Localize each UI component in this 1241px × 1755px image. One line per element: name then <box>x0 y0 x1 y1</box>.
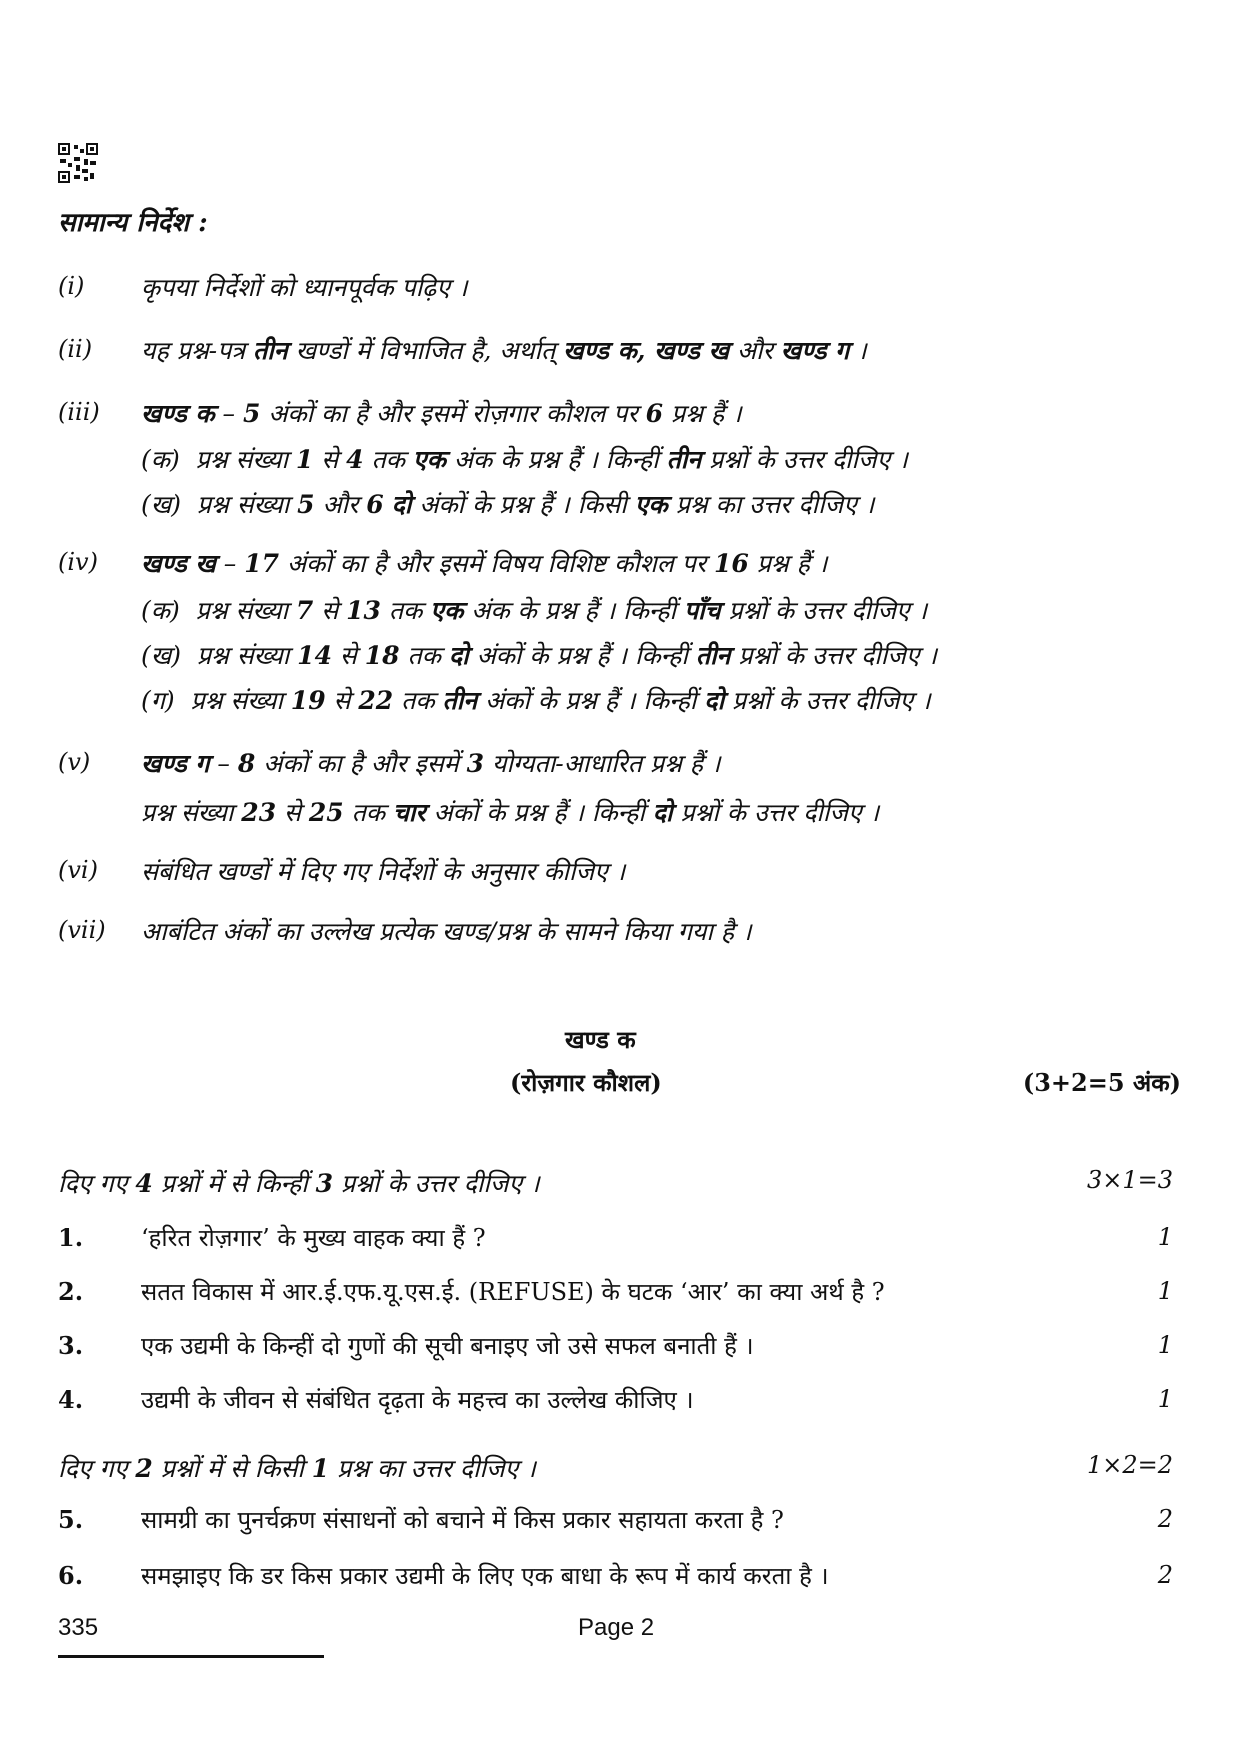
page-number: Page 2 <box>578 1614 655 1641</box>
question-number: 3. <box>58 1331 84 1360</box>
instruction-number: (iii) <box>58 398 100 426</box>
question-marks: 1 <box>1157 1277 1173 1305</box>
instruction-4-sub-a: (क) प्रश्न संख्या 7 से 13 तक एक अंक के प्रश्न हैं । किन्हीं पाँच प्रश्नों के उत्तर दीजिए । <box>141 596 928 625</box>
question-marks: 1 <box>1157 1223 1173 1251</box>
instruction-number: (v) <box>58 748 91 776</box>
group-1-marks: 3×1=3 <box>1086 1166 1173 1194</box>
question-marks: 2 <box>1157 1505 1173 1533</box>
instruction-4-sub-b: (ख) प्रश्न संख्या 14 से 18 तक दो अंकों के प्रश्न हैं । किन्हीं तीन प्रश्नों के उत्तर दीजिए । <box>141 641 938 670</box>
section-a-title: खण्ड क <box>565 1025 636 1054</box>
instruction-number: (ii) <box>58 335 93 363</box>
question-text: एक उद्यमी के किन्हीं दो गुणों की सूची बनाइए जो उसे सफल बनाती हैं । <box>141 1332 754 1360</box>
question-text: समझाइए कि डर किस प्रकार उद्यमी के लिए एक बाधा के रूप में कार्य करता है । <box>141 1562 829 1590</box>
instruction-3-sub-b: (ख) प्रश्न संख्या 5 और 6 दो अंकों के प्रश्न हैं । किसी एक प्रश्न का उत्तर दीजिए । <box>141 490 875 519</box>
instruction-1: कृपया निर्देशों को ध्यानपूर्वक पढ़िए । <box>141 273 468 302</box>
section-a-total-marks: (3+2=5 अंक) <box>1022 1068 1181 1097</box>
question-number: 1. <box>58 1223 84 1252</box>
instruction-4-sub-c: (ग) प्रश्न संख्या 19 से 22 तक तीन अंकों के प्रश्न हैं । किन्हीं दो प्रश्नों के उत्तर दीजिए । <box>141 686 931 715</box>
group-2-marks: 1×2=2 <box>1086 1451 1173 1479</box>
instruction-number: (vi) <box>58 856 98 884</box>
group-2-instruction: दिए गए 2 प्रश्नों में से किसी 1 प्रश्न का उत्तर दीजिए । <box>58 1454 536 1483</box>
instruction-3: खण्ड क – 5 अंकों का है और इसमें रोज़गार कौशल पर 6 प्रश्न हैं । <box>141 399 742 428</box>
question-text: सामग्री का पुनर्चक्रण संसाधनों को बचाने में किस प्रकार सहायता करता है ? <box>141 1506 784 1534</box>
instruction-5-line-2: प्रश्न संख्या 23 से 25 तक चार अंकों के प्रश्न हैं । किन्हीं दो प्रश्नों के उत्तर दीजिए । <box>141 798 880 827</box>
footer-rule <box>58 1655 324 1658</box>
instruction-number: (vii) <box>58 916 106 944</box>
group-1-instruction: दिए गए 4 प्रश्नों में से किन्हीं 3 प्रश्नों के उत्तर दीजिए । <box>58 1169 540 1198</box>
instruction-2: यह प्रश्न-पत्र तीन खण्डों में विभाजित है, अर्थात् खण्ड क, खण्ड ख और खण्ड ग । <box>141 336 867 365</box>
qr-code-icon <box>58 143 98 183</box>
question-number: 6. <box>58 1561 84 1590</box>
question-number: 4. <box>58 1385 84 1414</box>
question-text: उद्यमी के जीवन से संबंधित दृढ़ता के महत्त्व का उल्लेख कीजिए । <box>141 1386 694 1414</box>
question-number: 2. <box>58 1277 84 1306</box>
question-text: ‘हरित रोज़गार’ के मुख्य वाहक क्या हैं ? <box>141 1224 486 1252</box>
instruction-4: खण्ड ख – 17 अंकों का है और इसमें विषय विशिष्ट कौशल पर 16 प्रश्न हैं । <box>141 549 828 578</box>
instruction-3-sub-a: (क) प्रश्न संख्या 1 से 4 तक एक अंक के प्रश्न हैं । किन्हीं तीन प्रश्नों के उत्तर दीजिए । <box>141 445 908 474</box>
instruction-7: आबंटित अंकों का उल्लेख प्रत्येक खण्ड/प्रश्न के सामने किया गया है । <box>141 917 752 946</box>
instruction-number: (iv) <box>58 548 98 576</box>
question-marks: 1 <box>1157 1385 1173 1413</box>
general-instructions-heading: सामान्य निर्देश : <box>58 208 208 238</box>
instruction-6: संबंधित खण्डों में दिए गए निर्देशों के अनुसार कीजिए । <box>141 857 626 886</box>
question-text: सतत विकास में आर.ई.एफ.यू.एस.ई. (REFUSE) के घटक ‘आर’ का क्या अर्थ है ? <box>141 1278 885 1306</box>
instruction-number: (i) <box>58 272 85 300</box>
paper-code: 335 <box>58 1614 99 1641</box>
instruction-5: खण्ड ग – 8 अंकों का है और इसमें 3 योग्यता-आधारित प्रश्न हैं । <box>141 749 721 778</box>
question-number: 5. <box>58 1505 84 1534</box>
section-a-subtitle: (रोज़गार कौशल) <box>510 1068 662 1097</box>
question-marks: 2 <box>1157 1561 1173 1589</box>
question-marks: 1 <box>1157 1331 1173 1359</box>
